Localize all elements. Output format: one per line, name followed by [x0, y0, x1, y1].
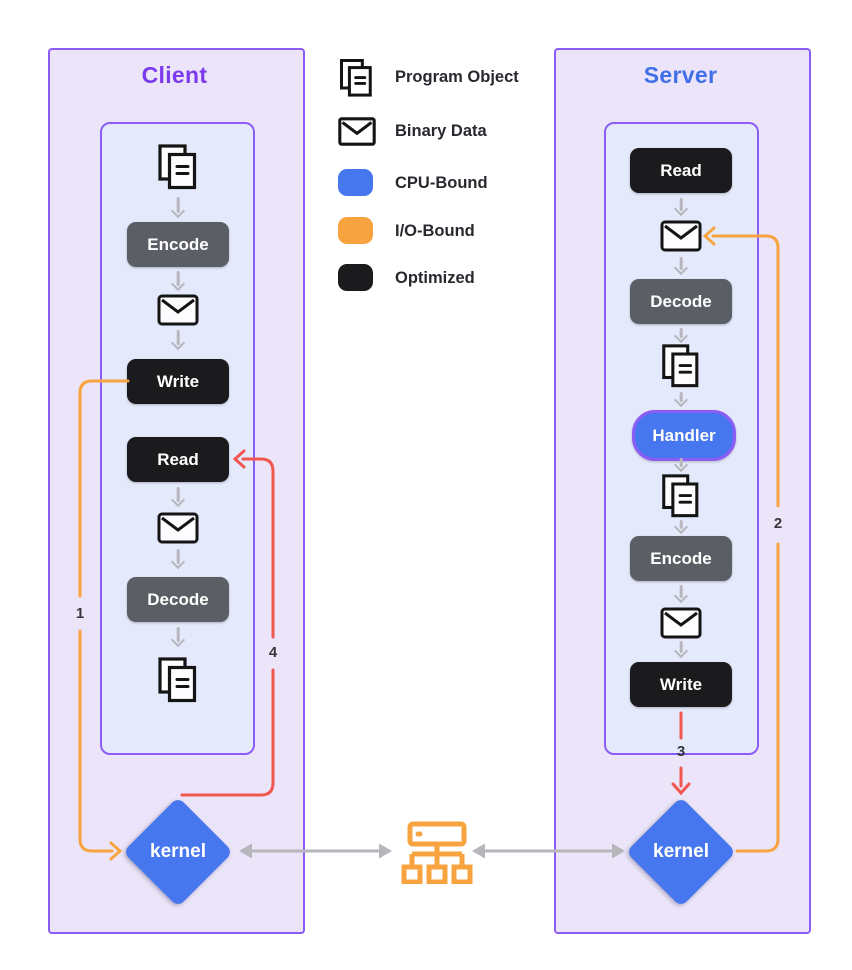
- legend-label-program-object: Program Object: [395, 68, 519, 86]
- cpu-bound-swatch: [338, 169, 373, 196]
- server-handler-node: Handler: [632, 410, 736, 461]
- step-label-3: 3: [676, 743, 686, 760]
- flow-arrow-down-icon: [170, 271, 186, 291]
- server-decode-box: Decode: [630, 279, 732, 324]
- flow-arrow-down-icon: [170, 487, 186, 507]
- server-encode-box: Encode: [630, 536, 732, 581]
- step-label-2: 2: [773, 515, 783, 532]
- client-write-box: Write: [127, 359, 229, 404]
- flow-arrow-down-icon: [673, 641, 689, 658]
- client-decode-box: Decode: [127, 577, 229, 622]
- flow-arrow-down-icon: [673, 198, 689, 216]
- flow-arrow-down-icon: [673, 392, 689, 407]
- program-object-icon: [660, 473, 702, 519]
- server-kernel-node: [626, 797, 736, 907]
- server-panel-title: Server: [643, 62, 718, 88]
- flow-arrow-down-icon: [170, 627, 186, 647]
- binary-data-icon: [157, 294, 199, 326]
- kernel-label: kernel: [150, 841, 206, 862]
- io-bound-swatch: [338, 217, 373, 244]
- network-hub-icon: [401, 820, 473, 884]
- binary-data-icon: [660, 220, 702, 252]
- legend-label-optimized: Optimized: [395, 269, 475, 287]
- legend-label-binary-data: Binary Data: [395, 122, 487, 140]
- flow-arrow-down-icon: [673, 520, 689, 534]
- client-read-box: Read: [127, 437, 229, 482]
- legend-label-cpu-bound: CPU-Bound: [395, 174, 488, 192]
- binary-data-icon: [660, 607, 702, 639]
- step-label-4: 4: [268, 644, 278, 661]
- binary-data-icon: [338, 117, 376, 146]
- server-write-box: Write: [630, 662, 732, 707]
- flow-arrow-down-icon: [673, 585, 689, 603]
- client-panel-title: Client: [141, 62, 208, 88]
- binary-data-icon: [157, 512, 199, 544]
- server-read-box: Read: [630, 148, 732, 193]
- flow-arrow-down-icon: [673, 458, 689, 472]
- flow-arrow-down-icon: [170, 197, 186, 218]
- program-object-icon: [157, 656, 199, 704]
- flow-arrow-down-icon: [673, 328, 689, 343]
- client-kernel-node: [123, 797, 233, 907]
- flow-arrow-down-icon: [673, 257, 689, 275]
- step-label-1: 1: [75, 605, 85, 622]
- client-encode-box: Encode: [127, 222, 229, 267]
- program-object-icon: [157, 143, 199, 191]
- flow-arrow-down-icon: [170, 330, 186, 350]
- program-object-icon: [339, 58, 374, 98]
- flow-arrow-down-icon: [170, 549, 186, 569]
- kernel-label: kernel: [653, 841, 709, 862]
- legend-label-io-bound: I/O-Bound: [395, 222, 475, 240]
- optimized-swatch: [338, 264, 373, 291]
- program-object-icon: [660, 343, 702, 389]
